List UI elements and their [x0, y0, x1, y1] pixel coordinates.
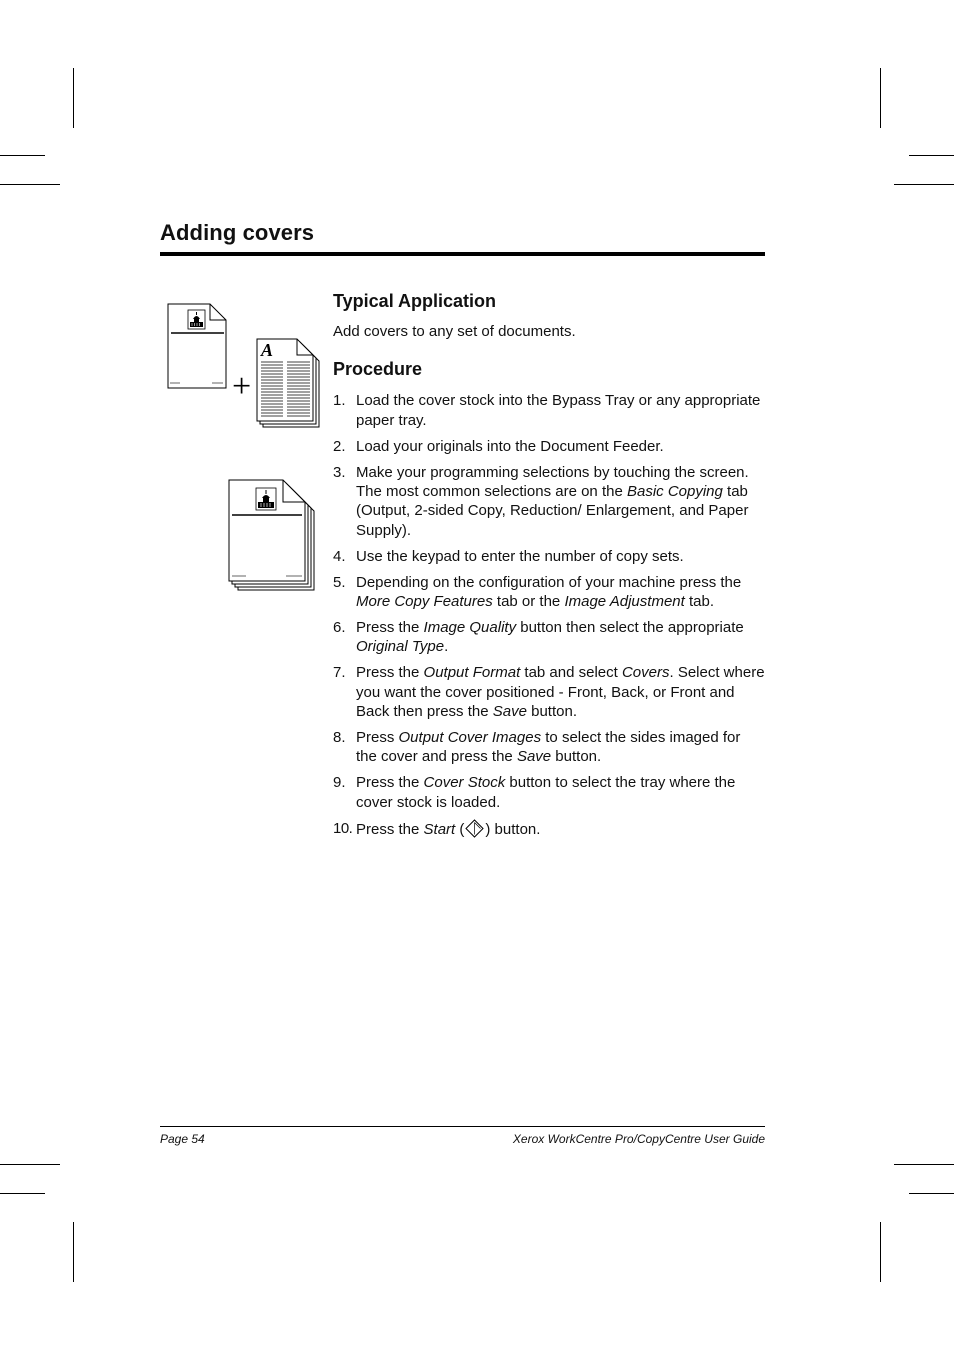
building-icon [188, 310, 205, 329]
step-text: Depending on the configuration of your machine press the [356, 573, 742, 591]
step-number: 9. [333, 774, 346, 792]
step-text: tab. [684, 593, 714, 611]
step-number: 2. [333, 437, 346, 455]
step-number: 8. [333, 729, 346, 746]
cover-page-icon [168, 304, 226, 388]
typical-application-heading: Typical Application [333, 291, 497, 311]
step-text-italic: Cover Stock [423, 774, 506, 792]
plus-sign: + [232, 368, 252, 405]
section-title: Adding covers [160, 220, 315, 245]
procedure-step [333, 663, 765, 721]
step-text-italic: Covers [621, 664, 670, 682]
crop-mark [73, 1222, 74, 1282]
step-number: 1. [333, 392, 346, 410]
typical-application-text: Add covers to any set of documents. [333, 323, 576, 340]
step-text: tab or the [492, 593, 565, 611]
procedure-steps [333, 391, 765, 839]
step-text-italic: Save [516, 748, 552, 766]
step-text-italic: Image Quality [423, 618, 517, 636]
procedure-step [333, 618, 765, 657]
crop-mark [880, 1222, 881, 1282]
procedure-step [333, 391, 765, 430]
procedure-heading: Procedure [333, 359, 423, 380]
covered-document-stack-icon [229, 480, 314, 590]
step-text: . Select where you want the cover positioned - Front, Back, or Front and Back then press the [356, 664, 765, 721]
step-text: button. [526, 703, 577, 721]
covers-plus-document-illustration [160, 296, 330, 436]
step-text-italic: Output Cover Images [398, 729, 542, 746]
text-document-stack-icon [257, 339, 319, 427]
step-text: button. [551, 748, 602, 766]
crop-mark [909, 155, 954, 156]
crop-mark [0, 1164, 60, 1165]
crop-mark [0, 155, 45, 156]
crop-mark [880, 68, 881, 128]
title-rule [160, 252, 765, 256]
crop-mark [894, 1164, 954, 1165]
building-icon [256, 488, 276, 510]
step-text-italic: More Copy Features [356, 593, 493, 611]
step-text-italic: Start [423, 820, 456, 838]
step-text: Use the keypad to enter the number of copy sets. [356, 547, 684, 565]
step-text: tab (Output, 2-sided Copy, Reduction/ Enlargement, and Paper Supply). [356, 483, 749, 539]
crop-mark [73, 68, 74, 128]
content-column [333, 290, 765, 846]
step-text: Press the [356, 618, 424, 636]
step-text: ( [455, 820, 465, 838]
step-number: 3. [333, 463, 346, 481]
procedure-step [333, 437, 765, 456]
step-text: Press the [356, 774, 424, 792]
procedure-step [333, 728, 765, 767]
crop-mark [0, 1193, 45, 1194]
covered-set-illustration [222, 474, 322, 594]
step-text: . [444, 638, 449, 656]
step-text: tab and select [520, 664, 622, 682]
step-text: to select the sides imaged for the cover and press the [356, 729, 741, 766]
step-text: ) button. [485, 820, 541, 838]
document-letter: A [261, 340, 274, 360]
step-text-italic: Image Adjustment [564, 593, 685, 611]
step-number: 5. [333, 573, 346, 591]
step-text: button to select the tray where the cover stock is loaded. [356, 774, 736, 811]
step-text: Press the [356, 664, 424, 682]
procedure-step [333, 573, 765, 612]
step-text: Press [356, 729, 399, 746]
step-number: 6. [333, 618, 346, 636]
step-text: Make your programming selections by touching the screen. The most common selections are on the [356, 463, 749, 501]
crop-mark [0, 184, 60, 185]
page-number: Page 54 [160, 1132, 205, 1146]
step-text-italic: Basic Copying [626, 483, 723, 501]
step-number: 10. [333, 819, 353, 837]
step-text: Load the cover stock into the Bypass Tray or any appropriate paper tray. [356, 392, 761, 429]
step-number: 4. [333, 547, 346, 565]
footer-rule [160, 1126, 765, 1127]
start-diamond-icon [465, 819, 484, 838]
step-text-italic: Save [492, 703, 527, 721]
step-text-italic: Output Format [423, 664, 521, 682]
crop-mark [909, 1193, 954, 1194]
procedure-step [333, 773, 765, 812]
step-number: 7. [333, 664, 346, 682]
step-text: button then select the appropriate [516, 618, 744, 636]
step-text: Press the [356, 820, 424, 838]
procedure-step [333, 819, 765, 839]
step-text-italic: Original Type [356, 638, 445, 656]
step-text: Load your originals into the Document Feeder. [356, 437, 664, 455]
procedure-step [333, 463, 765, 541]
procedure-step [333, 547, 765, 566]
crop-mark [894, 184, 954, 185]
guide-title: Xerox WorkCentre Pro/CopyCentre User Guide [512, 1132, 765, 1146]
